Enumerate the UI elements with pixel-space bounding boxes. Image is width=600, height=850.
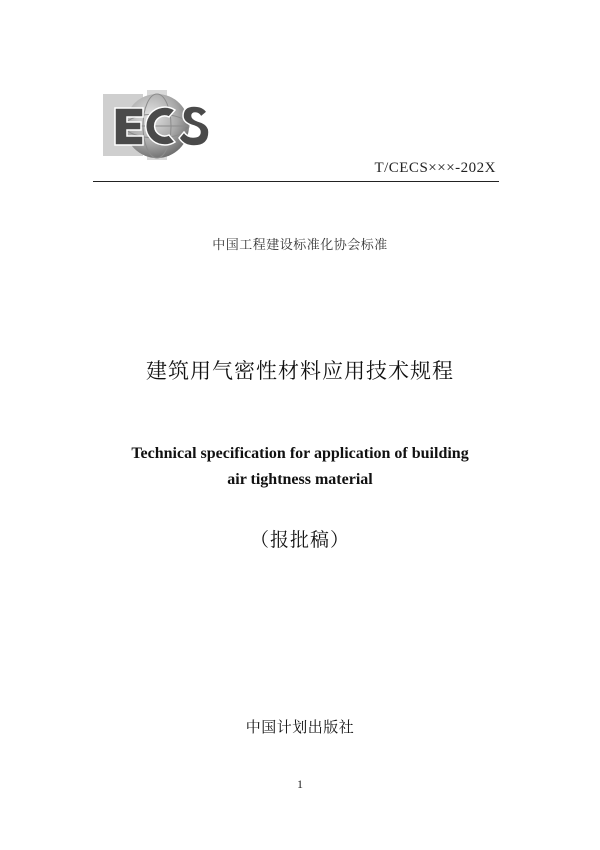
draft-label: （报批稿） [249, 529, 350, 551]
header-rule [93, 181, 499, 182]
ecs-logo-graphic [103, 88, 211, 164]
publisher-name: 中国计划出版社 [245, 718, 355, 736]
document-title-english-line-1: Technical specification for application of building [131, 445, 469, 462]
document-title-chinese: 建筑用气密性材料应用技术规程 [146, 359, 454, 383]
standard-code: T/CECS×××-202X [374, 160, 496, 176]
ecs-logo [103, 88, 211, 164]
association-label: 中国工程建设标准化协会标准 [212, 238, 388, 253]
document-title-english [0, 441, 600, 493]
document-title-english-line-2: air tightness material [227, 471, 373, 488]
page-number: 1 [297, 777, 303, 791]
